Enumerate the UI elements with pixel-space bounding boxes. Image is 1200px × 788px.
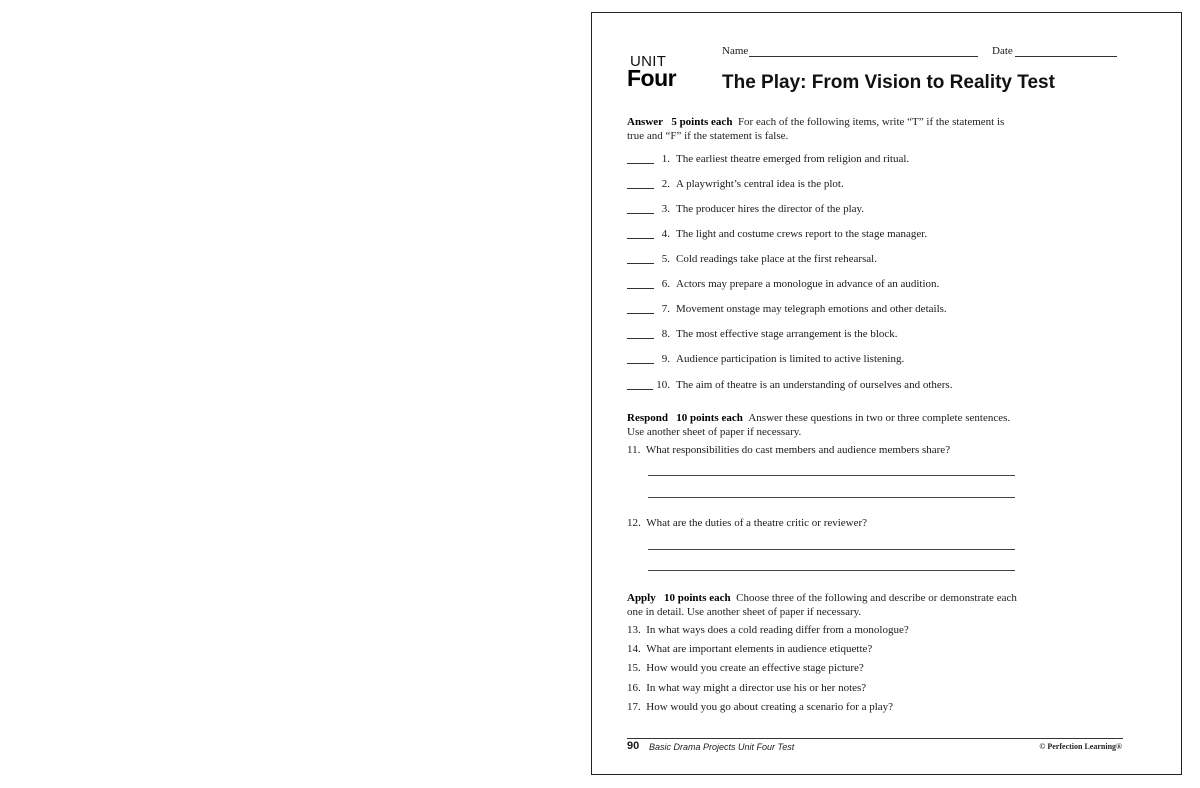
item-statement: The producer hires the director of the play. (676, 203, 865, 215)
apply-question (627, 682, 866, 696)
apply-question (627, 643, 872, 657)
answer-blank[interactable] (627, 338, 654, 339)
answer-blank[interactable] (627, 188, 654, 189)
question-text: What are important elements in audience etiquette? (646, 643, 873, 655)
answer-line[interactable] (648, 475, 1015, 476)
item-statement: Audience participation is limited to active listening. (676, 353, 905, 365)
respond-text-line1: Answer these questions in two or three complete sentences. (748, 412, 1011, 424)
item-statement: The most effective stage arrangement is the block. (676, 328, 898, 340)
answer-blank[interactable] (627, 163, 654, 164)
apply-question (627, 662, 864, 676)
apply-text-line2: one in detail. Use another sheet of paper if necessary. (627, 606, 862, 618)
page-title: The Play: From Vision to Reality Test (722, 72, 1055, 93)
unit-label: UNIT (630, 53, 667, 70)
item-number: 4. (661, 228, 670, 240)
name-label: Name (722, 45, 749, 57)
item-number: 5. (661, 253, 670, 265)
question-number: 13. (627, 624, 641, 636)
respond-points: 10 points each (676, 412, 743, 424)
unit-number: Four (627, 65, 677, 91)
item-statement: Actors may prepare a monologue in advance of an audition. (676, 278, 940, 290)
respond-heading: Respond (627, 412, 668, 424)
item-number: 6. (661, 278, 670, 290)
answer-line[interactable] (648, 497, 1015, 498)
answer-blank[interactable] (627, 363, 654, 364)
respond-question (627, 517, 867, 531)
answer-text-line2: true and “F” if the statement is false. (627, 130, 789, 142)
answer-line[interactable] (648, 549, 1015, 550)
question-text: How would you create an effective stage picture? (646, 662, 864, 674)
apply-text-line1: Choose three of the following and describe or demonstrate each (736, 592, 1017, 604)
answer-blank[interactable] (627, 389, 653, 390)
respond-text-line2: Use another sheet of paper if necessary. (627, 426, 802, 438)
item-statement: Cold readings take place at the first rehearsal. (676, 253, 877, 265)
question-number: 12. (627, 517, 641, 529)
test-page (591, 12, 1182, 775)
answer-instructions-line1 (627, 115, 1022, 129)
footer-divider (627, 738, 1123, 739)
footer-copyright: © Perfection Learning® (1039, 742, 1122, 751)
answer-blank[interactable] (627, 288, 654, 289)
answer-text-line1: For each of the following items, write “T” if the statement is (737, 116, 1005, 128)
item-number: 3. (661, 203, 670, 215)
question-text: How would you go about creating a scenario for a play? (646, 701, 894, 713)
question-text: What responsibilities do cast members and audience members share? (645, 444, 951, 456)
answer-blank[interactable] (627, 263, 654, 264)
item-statement: Movement onstage may telegraph emotions and other details. (676, 303, 947, 315)
answer-points: 5 points each (671, 116, 733, 128)
respond-instructions-line1 (627, 411, 1022, 425)
item-number: 10. (656, 379, 670, 391)
question-number: 14. (627, 643, 641, 655)
question-number: 17. (627, 701, 641, 713)
apply-instructions-line1 (627, 591, 1022, 605)
question-text: In what way might a director use his or her notes? (646, 682, 867, 694)
item-number: 9. (661, 353, 670, 365)
date-label: Date (992, 45, 1013, 57)
page-number: 90 (627, 740, 640, 752)
apply-instructions (627, 591, 1022, 619)
footer-book-title: Basic Drama Projects Unit Four Test (649, 742, 795, 752)
apply-points: 10 points each (664, 592, 731, 604)
apply-question (627, 701, 893, 715)
respond-question (627, 444, 950, 458)
question-text: What are the duties of a theatre critic or reviewer? (646, 517, 868, 529)
item-statement: A playwright’s central idea is the plot. (676, 178, 844, 190)
item-number: 1. (661, 153, 670, 165)
question-number: 15. (627, 662, 641, 674)
apply-question (627, 624, 909, 638)
answer-heading: Answer (627, 116, 664, 128)
question-number: 11. (627, 444, 641, 456)
answer-instructions (627, 115, 1022, 143)
date-field[interactable] (1015, 56, 1117, 57)
item-number: 8. (661, 328, 670, 340)
item-number: 7. (661, 303, 670, 315)
item-statement: The aim of theatre is an understanding of ourselves and others. (676, 379, 953, 391)
answer-blank[interactable] (627, 313, 654, 314)
item-number: 2. (661, 178, 670, 190)
name-field[interactable] (749, 56, 978, 57)
apply-heading: Apply (627, 592, 656, 604)
answer-blank[interactable] (627, 238, 654, 239)
answer-line[interactable] (648, 570, 1015, 571)
item-statement: The light and costume crews report to the stage manager. (676, 228, 928, 240)
question-text: In what ways does a cold reading differ from a monologue? (646, 624, 909, 636)
respond-instructions (627, 411, 1022, 439)
item-statement: The earliest theatre emerged from religion and ritual. (676, 153, 910, 165)
question-number: 16. (627, 682, 641, 694)
answer-blank[interactable] (627, 213, 654, 214)
